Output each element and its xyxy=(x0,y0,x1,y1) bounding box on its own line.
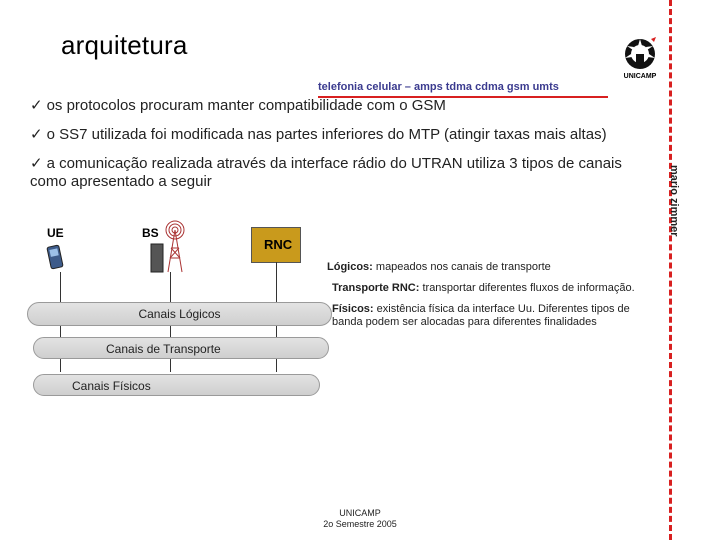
logical-note xyxy=(327,261,551,274)
rnc-label: RNC xyxy=(264,237,293,252)
checkmark-icon: ✓ xyxy=(30,155,43,172)
bullet-3-text: a comunicação realizada através da interface rádio do UTRAN utiliza 3 tipos de canais como apresentado a seguir xyxy=(30,155,622,190)
mobile-phone-icon xyxy=(45,242,67,272)
transport-note xyxy=(332,282,635,295)
bullet-1 xyxy=(30,97,446,115)
logical-note-term: Lógicos: xyxy=(327,261,373,273)
bullet-1-text: os protocolos procuram manter compatibilidade com o GSM xyxy=(46,97,446,114)
transport-channels-bar: Canais de Transporte xyxy=(33,337,329,359)
physical-note-term: Físicos: xyxy=(332,303,374,315)
logo-text: UNICAMP xyxy=(623,73,657,80)
footer-institution: UNICAMP xyxy=(339,508,381,518)
unicamp-logo xyxy=(616,36,664,82)
checkmark-icon: ✓ xyxy=(30,126,43,143)
transport-note-term: Transporte RNC: xyxy=(332,282,420,294)
ue-label: UE xyxy=(47,226,64,240)
physical-note xyxy=(332,303,662,329)
physical-channels-bar: Canais Físicos xyxy=(33,374,320,396)
bullet-2 xyxy=(30,126,607,144)
footer-semester: 2o Semestre 2005 xyxy=(323,519,397,529)
bullet-2-text: o SS7 utilizada foi modificada nas partes inferiores do MTP (atingir taxas mais altas) xyxy=(46,126,607,143)
bs-label: BS xyxy=(142,226,159,240)
base-station-icon xyxy=(150,220,195,275)
slide-title: arquitetura xyxy=(61,30,188,60)
side-author xyxy=(666,165,682,245)
physical-note-desc: existência física da interface Uu. Diferentes tipos de banda podem ser alocadas para diferentes finalidades xyxy=(332,303,630,328)
checkmark-icon: ✓ xyxy=(30,97,43,114)
logical-channels-bar: Canais Lógicos xyxy=(27,302,332,326)
bullet-3 xyxy=(30,155,650,191)
slide-subtitle: telefonia celular – amps tdma cdma gsm umts xyxy=(318,81,559,93)
transport-note-desc: transportar diferentes fluxos de informação. xyxy=(422,282,635,294)
logical-note-desc: mapeados nos canais de transporte xyxy=(375,261,551,273)
side-author-text: mario zimmer xyxy=(668,165,680,237)
footer xyxy=(310,508,410,530)
vertical-dashed-line xyxy=(669,0,672,540)
